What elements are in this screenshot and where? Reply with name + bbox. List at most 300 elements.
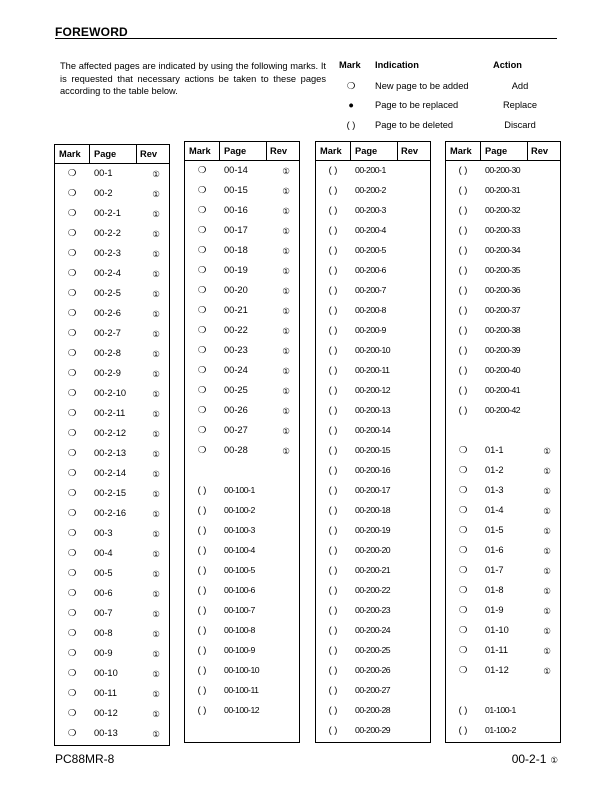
table-row: [316, 305, 430, 319]
parentheses-icon: ( ): [458, 245, 468, 255]
table-row: [446, 225, 560, 239]
page-number: 00-100-2: [224, 505, 255, 515]
revision-mark: ①: [152, 549, 160, 559]
page-number: 00-200-23: [355, 605, 391, 615]
open-circle-icon: ❍: [458, 645, 468, 655]
page-table-2: [184, 141, 300, 743]
column-divider: [397, 142, 398, 160]
table-row: [185, 205, 299, 219]
revision-mark: ①: [543, 466, 551, 476]
open-circle-icon: ❍: [458, 505, 468, 515]
page-number: 00-200-17: [355, 485, 391, 495]
open-circle-icon: ❍: [67, 448, 77, 458]
parentheses-icon: ( ): [197, 545, 207, 555]
table-row: [446, 625, 560, 639]
table-row: [55, 488, 169, 502]
table-row: [446, 385, 560, 399]
table-row: [446, 305, 560, 319]
header-mark: Mark: [189, 146, 211, 156]
revision-mark: ①: [152, 389, 160, 399]
revision-mark: ①: [282, 246, 290, 256]
page-number: 01-7: [485, 565, 504, 575]
open-circle-icon: ❍: [67, 488, 77, 498]
open-circle-icon: ❍: [67, 248, 77, 258]
table-row: [316, 665, 430, 679]
page-number: 00-18: [224, 245, 248, 255]
page-number: 00-22: [224, 325, 248, 335]
table-row: [446, 525, 560, 539]
table-row: [446, 185, 560, 199]
page-number: 00-19: [224, 265, 248, 275]
parentheses-icon: ( ): [197, 565, 207, 575]
revision-mark: ①: [152, 689, 160, 699]
table-row: [55, 608, 169, 622]
page-number: 00-2-16: [94, 508, 127, 518]
parentheses-icon: ( ): [328, 165, 338, 175]
parentheses-icon: ( ): [197, 505, 207, 515]
revision-mark: ①: [543, 486, 551, 496]
open-circle-icon: ❍: [67, 468, 77, 478]
table-row: [316, 245, 430, 259]
table-row: [55, 228, 169, 242]
table-row: [446, 405, 560, 419]
table-row: [316, 165, 430, 179]
page-number: 00-200-42: [485, 405, 521, 415]
table-row: [316, 545, 430, 559]
open-circle-icon: ❍: [197, 245, 207, 255]
table-row: [55, 388, 169, 402]
page-number: 00-2-13: [94, 448, 127, 458]
page-number: 00-200-33: [485, 225, 521, 235]
legend-action: Discard: [504, 120, 536, 130]
revision-mark: ①: [152, 309, 160, 319]
revision-mark: ①: [543, 546, 551, 556]
table-row: [446, 565, 560, 579]
page-number: 00-4: [94, 548, 113, 558]
table-row: [446, 265, 560, 279]
table-row: [316, 445, 430, 459]
table-row: [55, 688, 169, 702]
revision-mark: ①: [152, 329, 160, 339]
page-number: 00-2-14: [94, 468, 127, 478]
parentheses-icon: ( ): [328, 325, 338, 335]
table-row: [55, 288, 169, 302]
parentheses-icon: ( ): [328, 345, 338, 355]
parentheses-icon: ( ): [197, 705, 207, 715]
parentheses-icon: ( ): [458, 365, 468, 375]
open-circle-icon: ❍: [67, 388, 77, 398]
open-circle-icon: ❍: [197, 405, 207, 415]
open-circle-icon: ❍: [67, 548, 77, 558]
page-number: 00-2-9: [94, 368, 121, 378]
parentheses-icon: ( ): [328, 645, 338, 655]
page-number: 00-200-5: [355, 245, 386, 255]
table-row: [55, 268, 169, 282]
parentheses-icon: ( ): [328, 665, 338, 675]
table-row: [55, 648, 169, 662]
table-row: [446, 605, 560, 619]
table-row: [55, 328, 169, 342]
column-divider: [89, 145, 90, 163]
parentheses-icon: ( ): [328, 185, 338, 195]
page-number: 01-5: [485, 525, 504, 535]
table-row: [55, 348, 169, 362]
page-number: 00-28: [224, 445, 248, 455]
page-number: 00-200-31: [485, 185, 521, 195]
table-row: [446, 345, 560, 359]
table-row: [55, 728, 169, 742]
revision-mark: ①: [152, 449, 160, 459]
page-number: 01-1: [485, 445, 504, 455]
page-number: 01-100-2: [485, 725, 516, 735]
page-number: 01-11: [485, 645, 509, 655]
revision-mark: ①: [543, 526, 551, 536]
revision-mark: ①: [282, 266, 290, 276]
page-number: 00-200-9: [355, 325, 386, 335]
revision-mark: ①: [282, 346, 290, 356]
parentheses-icon: ( ): [328, 705, 338, 715]
revision-mark: ①: [543, 626, 551, 636]
header-mark: Mark: [320, 146, 342, 156]
page-number: 00-200-29: [355, 725, 391, 735]
table-row: [316, 205, 430, 219]
open-circle-icon: ❍: [197, 385, 207, 395]
footer-page-number: [512, 752, 558, 766]
page-number: 00-200-21: [355, 565, 391, 575]
legend-action: Replace: [502, 100, 538, 110]
page-title: FOREWORD: [55, 25, 128, 39]
page-number: 00-12: [94, 708, 118, 718]
page-number: 00-3: [94, 528, 113, 538]
table-row: [185, 645, 299, 659]
page-number: 00-14: [224, 165, 248, 175]
revision-mark: ①: [282, 386, 290, 396]
table-row: [185, 305, 299, 319]
page-number: 00-200-13: [355, 405, 391, 415]
parentheses-icon: ( ): [328, 265, 338, 275]
revision-mark: ①: [152, 669, 160, 679]
header-rev: Rev: [531, 146, 549, 156]
revision-mark: ①: [152, 469, 160, 479]
table-row: [316, 525, 430, 539]
parentheses-icon: ( ): [197, 485, 207, 495]
page-number: 00-200-1: [355, 165, 386, 175]
table-row: [185, 165, 299, 179]
table-row: [55, 468, 169, 482]
page-number: 00-100-12: [224, 705, 260, 715]
table-row: [446, 645, 560, 659]
page-number: 00-2-3: [94, 248, 121, 258]
open-circle-icon: ❍: [67, 608, 77, 618]
open-circle-icon: ❍: [458, 525, 468, 535]
table-row: [55, 668, 169, 682]
page-number: 00-26: [224, 405, 248, 415]
open-circle-icon: ❍: [458, 485, 468, 495]
table-row: [446, 245, 560, 259]
table-row: [185, 545, 299, 559]
page-number: 01-8: [485, 585, 504, 595]
page-number: 00-2-5: [94, 288, 121, 298]
table-row: [55, 628, 169, 642]
table-row: [185, 445, 299, 459]
parentheses-icon: ( ): [346, 120, 356, 130]
page-number: 00-5: [94, 568, 113, 578]
parentheses-icon: ( ): [328, 385, 338, 395]
page-number: 00-200-10: [355, 345, 391, 355]
legend-indication: New page to be added: [375, 81, 469, 91]
page-number: 00-10: [94, 668, 118, 678]
parentheses-icon: ( ): [197, 525, 207, 535]
table-row: [316, 385, 430, 399]
revision-mark: ①: [152, 429, 160, 439]
open-circle-icon: ❍: [197, 365, 207, 375]
open-circle-icon: ❍: [458, 445, 468, 455]
page-number: 00-200-8: [355, 305, 386, 315]
open-circle-icon: ❍: [67, 208, 77, 218]
parentheses-icon: ( ): [328, 445, 338, 455]
parentheses-icon: ( ): [458, 345, 468, 355]
revision-mark: ①: [543, 666, 551, 676]
page-number: 00-200-26: [355, 665, 391, 675]
open-circle-icon: ❍: [67, 328, 77, 338]
page-number: 01-4: [485, 505, 504, 515]
revision-mark: ①: [543, 566, 551, 576]
table-row: [446, 205, 560, 219]
page-number: 00-100-10: [224, 665, 260, 675]
revision-mark: ①: [282, 366, 290, 376]
revision-mark: ①: [282, 446, 290, 456]
parentheses-icon: ( ): [458, 165, 468, 175]
page-number: 00-200-24: [355, 625, 391, 635]
legend-action: Add: [511, 81, 529, 91]
open-circle-icon: ❍: [458, 465, 468, 475]
page-number: 00-24: [224, 365, 248, 375]
page-table-1: [54, 144, 170, 746]
parentheses-icon: ( ): [328, 545, 338, 555]
table-header: [316, 142, 430, 161]
revision-mark: ①: [152, 649, 160, 659]
open-circle-icon: ❍: [67, 668, 77, 678]
parentheses-icon: ( ): [458, 265, 468, 275]
table-row: [55, 208, 169, 222]
revision-mark: ①: [543, 606, 551, 616]
revision-mark: ①: [152, 609, 160, 619]
legend-row-add: [333, 81, 557, 95]
revision-mark: ①: [282, 286, 290, 296]
open-circle-icon: ❍: [67, 268, 77, 278]
revision-mark: ①: [152, 529, 160, 539]
table-row: [316, 645, 430, 659]
page-number: 00-200-22: [355, 585, 391, 595]
page-number: 00-2: [94, 188, 113, 198]
open-circle-icon: ❍: [67, 688, 77, 698]
open-circle-icon: ❍: [67, 528, 77, 538]
table-row: [316, 685, 430, 699]
page-number: 00-13: [94, 728, 118, 738]
table-row: [185, 605, 299, 619]
column-divider: [219, 142, 220, 160]
table-row: [55, 428, 169, 442]
open-circle-icon: ❍: [197, 305, 207, 315]
page-number: 00-2-15: [94, 488, 127, 498]
revision-mark: ①: [543, 586, 551, 596]
open-circle-icon: ❍: [458, 565, 468, 575]
page-number: 00-200-20: [355, 545, 391, 555]
open-circle-icon: ❍: [67, 568, 77, 578]
header-mark: Mark: [450, 146, 472, 156]
parentheses-icon: ( ): [328, 285, 338, 295]
parentheses-icon: ( ): [197, 645, 207, 655]
table-row: [185, 185, 299, 199]
table-row: [55, 188, 169, 202]
page-number: 00-2-2: [94, 228, 121, 238]
legend-header-action: Action: [493, 60, 522, 70]
page-number: 00-100-8: [224, 625, 255, 635]
column-divider: [136, 145, 137, 163]
parentheses-icon: ( ): [458, 225, 468, 235]
page-number: 00-200-37: [485, 305, 521, 315]
table-row: [316, 185, 430, 199]
page-number: 01-100-1: [485, 705, 516, 715]
parentheses-icon: ( ): [328, 725, 338, 735]
open-circle-icon: ❍: [67, 708, 77, 718]
revision-mark: ①: [543, 506, 551, 516]
revision-mark: ①: [152, 349, 160, 359]
header-page: Page: [485, 146, 508, 156]
open-circle-icon: ❍: [197, 425, 207, 435]
header-rev: Rev: [401, 146, 419, 156]
header-page: Page: [355, 146, 378, 156]
parentheses-icon: ( ): [458, 725, 468, 735]
revision-mark: ①: [282, 426, 290, 436]
table-row: [446, 165, 560, 179]
revision-mark: ①: [152, 169, 160, 179]
revision-mark: ①: [543, 646, 551, 656]
table-row: [185, 585, 299, 599]
table-row: [446, 665, 560, 679]
revision-mark: ①: [282, 186, 290, 196]
open-circle-icon: ❍: [458, 545, 468, 555]
table-row: [316, 625, 430, 639]
table-row: [446, 505, 560, 519]
open-circle-icon: ❍: [67, 728, 77, 738]
page-number: 00-27: [224, 425, 248, 435]
revision-mark: ①: [152, 369, 160, 379]
footer-model: PC88MR-8: [55, 752, 115, 766]
table-row: [446, 425, 560, 439]
open-circle-icon: ❍: [197, 345, 207, 355]
table-row: [185, 425, 299, 439]
page-number: 00-100-3: [224, 525, 255, 535]
table-row: [316, 425, 430, 439]
parentheses-icon: ( ): [328, 685, 338, 695]
table-row: [316, 705, 430, 719]
table-row: [185, 405, 299, 419]
revision-mark: ①: [152, 209, 160, 219]
column-divider: [266, 142, 267, 160]
open-circle-icon: ❍: [67, 408, 77, 418]
parentheses-icon: ( ): [328, 585, 338, 595]
page-number: 00-6: [94, 588, 113, 598]
parentheses-icon: ( ): [458, 185, 468, 195]
legend-header-mark: Mark: [339, 60, 361, 70]
revision-mark: ①: [152, 269, 160, 279]
open-circle-icon: ❍: [67, 368, 77, 378]
page-number: 00-25: [224, 385, 248, 395]
open-circle-icon: ❍: [197, 225, 207, 235]
page-number: 00-200-19: [355, 525, 391, 535]
page-number: 00-200-41: [485, 385, 521, 395]
parentheses-icon: ( ): [458, 305, 468, 315]
table-row: [185, 625, 299, 639]
open-circle-icon: ❍: [67, 348, 77, 358]
page-number: 00-100-6: [224, 585, 255, 595]
revision-mark: ①: [152, 229, 160, 239]
table-row: [446, 585, 560, 599]
page-number: 00-200-27: [355, 685, 391, 695]
open-circle-icon: ❍: [197, 185, 207, 195]
page-number: 00-2-12: [94, 428, 127, 438]
table-header: [55, 145, 169, 164]
revision-mark: ①: [152, 729, 160, 739]
page-number: 00-200-11: [355, 365, 390, 375]
parentheses-icon: ( ): [328, 425, 338, 435]
table-row: [316, 725, 430, 739]
page-number: 00-200-12: [355, 385, 391, 395]
table-row: [185, 225, 299, 239]
table-row: [446, 705, 560, 719]
page-number: 00-2-8: [94, 348, 121, 358]
revision-mark: ①: [152, 189, 160, 199]
table-row: [185, 345, 299, 359]
page-number: 00-7: [94, 608, 113, 618]
table-row: [185, 525, 299, 539]
open-circle-icon: ❍: [197, 165, 207, 175]
page-number: 00-200-14: [355, 425, 391, 435]
revision-mark: ①: [282, 406, 290, 416]
parentheses-icon: ( ): [328, 305, 338, 315]
parentheses-icon: ( ): [328, 205, 338, 215]
table-row: [446, 365, 560, 379]
header-rev: Rev: [140, 149, 158, 159]
page-number: 01-3: [485, 485, 504, 495]
page-number: 00-200-6: [355, 265, 386, 275]
table-row: [446, 445, 560, 459]
page-number: 00-100-9: [224, 645, 255, 655]
page-number: 00-200-34: [485, 245, 521, 255]
table-row: [185, 465, 299, 479]
page-number: 00-200-3: [355, 205, 386, 215]
revision-mark: ①: [543, 446, 551, 456]
table-row: [55, 248, 169, 262]
table-row: [446, 285, 560, 299]
footer-rev: ①: [550, 755, 558, 765]
table-row: [446, 325, 560, 339]
page-number: 00-9: [94, 648, 113, 658]
open-circle-icon: ❍: [458, 665, 468, 675]
page-number: 00-200-4: [355, 225, 386, 235]
page-number: 00-2-11: [94, 408, 126, 418]
page-number: 01-9: [485, 605, 504, 615]
column-divider: [350, 142, 351, 160]
open-circle-icon: ❍: [458, 625, 468, 635]
table-header: [446, 142, 560, 161]
table-row: [446, 685, 560, 699]
page-number: 00-100-5: [224, 565, 255, 575]
table-row: [316, 405, 430, 419]
table-row: [55, 368, 169, 382]
page-table-3: [315, 141, 431, 743]
